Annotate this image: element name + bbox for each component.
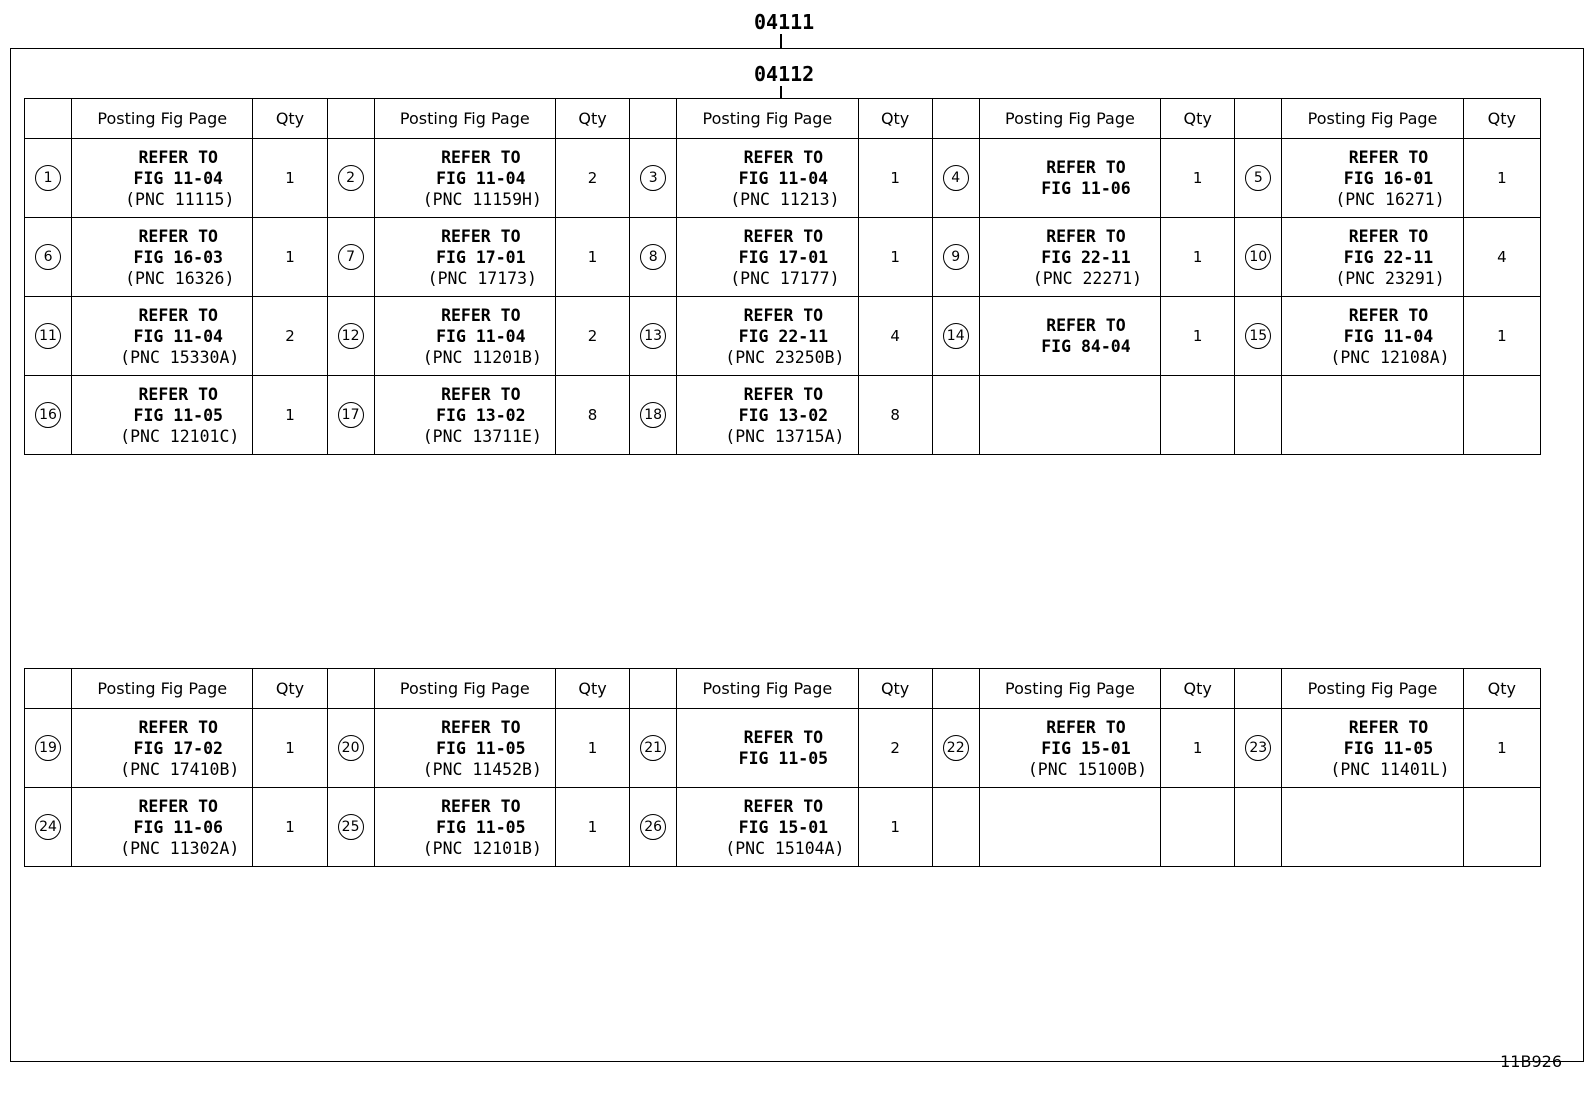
qty-cell: 1 <box>555 788 629 867</box>
refer-to-text: REFER TO <box>441 226 521 246</box>
item-callout-circle: 24 <box>35 814 61 840</box>
fig-ref-text: FIG 15-01 <box>738 817 829 837</box>
table-row <box>25 139 1541 218</box>
header-posting: Posting Fig Page <box>677 669 858 709</box>
item-number-cell <box>1235 709 1282 788</box>
refer-to-text: REFER TO <box>743 384 824 404</box>
pnc-text: (PNC 12101B) <box>422 838 542 858</box>
item-callout-circle: 18 <box>640 402 666 428</box>
header-qty: Qty <box>253 99 327 139</box>
header-num-cell <box>327 669 374 709</box>
refer-to-text: REFER TO <box>1046 158 1126 177</box>
header-num-cell <box>630 669 677 709</box>
header-num-cell <box>630 99 677 139</box>
refer-to-text: REFER TO <box>743 728 824 747</box>
header-num-cell <box>932 99 979 139</box>
qty-cell: 4 <box>858 297 932 376</box>
posting-cell <box>72 788 253 867</box>
qty-cell <box>1161 788 1235 867</box>
header-qty: Qty <box>1161 99 1235 139</box>
qty-cell: 1 <box>858 139 932 218</box>
item-number-cell <box>932 788 979 867</box>
refer-to-text: REFER TO <box>743 796 824 816</box>
pnc-text: (PNC 22271) <box>1032 268 1143 288</box>
posting-cell <box>72 709 253 788</box>
qty-cell: 2 <box>858 709 932 788</box>
qty-cell: 2 <box>555 139 629 218</box>
item-callout-circle: 6 <box>35 244 61 270</box>
item-callout-circle: 8 <box>640 244 666 270</box>
leader-line-04111 <box>780 34 782 48</box>
table-row <box>25 376 1541 455</box>
posting-cell <box>677 297 858 376</box>
pnc-text: (PNC 16326) <box>125 268 235 288</box>
item-number-cell <box>932 297 979 376</box>
fig-ref-text: FIG 16-01 <box>1343 168 1434 188</box>
header-posting: Posting Fig Page <box>1282 669 1463 709</box>
item-callout-circle: 20 <box>338 735 364 761</box>
posting-cell <box>677 788 858 867</box>
refer-to-text: REFER TO <box>138 796 218 816</box>
item-number-cell <box>1235 788 1282 867</box>
posting-cell <box>374 139 555 218</box>
qty-cell: 1 <box>858 218 932 297</box>
qty-cell: 1 <box>253 709 327 788</box>
qty-cell: 1 <box>1463 139 1540 218</box>
posting-cell <box>1282 788 1463 867</box>
header-posting: Posting Fig Page <box>979 99 1160 139</box>
item-number-cell <box>630 218 677 297</box>
posting-cell <box>374 297 555 376</box>
refer-to-text: REFER TO <box>138 717 218 737</box>
pnc-text: (PNC 11452B) <box>422 759 542 779</box>
item-callout-circle: 21 <box>640 735 666 761</box>
refer-to-text: REFER TO <box>441 305 521 325</box>
item-number-cell <box>25 297 72 376</box>
posting-cell <box>374 218 555 297</box>
label-04112: 04112 <box>754 62 815 86</box>
header-num-cell <box>1235 99 1282 139</box>
item-number-cell <box>327 788 374 867</box>
pnc-text: (PNC 15330A) <box>120 347 240 367</box>
item-number-cell <box>327 376 374 455</box>
fig-ref-text: FIG 84-04 <box>1041 337 1131 356</box>
item-number-cell <box>630 788 677 867</box>
header-posting: Posting Fig Page <box>979 669 1160 709</box>
header-num-cell <box>25 669 72 709</box>
refer-to-text: REFER TO <box>743 147 824 167</box>
posting-cell <box>979 139 1160 218</box>
refer-to-text: REFER TO <box>441 796 521 816</box>
posting-cell <box>677 709 858 788</box>
refer-to-text: REFER TO <box>743 226 824 246</box>
qty-cell: 1 <box>1463 297 1540 376</box>
fig-ref-text: FIG 11-04 <box>738 168 829 188</box>
item-callout-circle: 17 <box>338 402 364 428</box>
posting-cell <box>72 218 253 297</box>
refer-to-text: REFER TO <box>1348 147 1429 167</box>
refer-to-text: REFER TO <box>1046 226 1126 246</box>
header-qty: Qty <box>1463 99 1540 139</box>
fig-ref-text: FIG 17-01 <box>738 247 829 267</box>
fig-ref-text: FIG 22-11 <box>1343 247 1434 267</box>
pnc-text: (PNC 11159H) <box>422 189 542 209</box>
item-callout-circle: 11 <box>35 323 61 349</box>
qty-cell: 1 <box>1161 218 1235 297</box>
item-number-cell <box>1235 139 1282 218</box>
item-callout-circle: 23 <box>1245 735 1271 761</box>
fig-ref-text: FIG 11-05 <box>1343 738 1434 758</box>
qty-cell: 1 <box>253 376 327 455</box>
qty-cell <box>1463 788 1540 867</box>
posting-cell <box>374 376 555 455</box>
pnc-text: (PNC 11401L) <box>1330 759 1450 779</box>
qty-cell: 1 <box>1161 297 1235 376</box>
fig-ref-text: FIG 11-04 <box>1343 326 1434 346</box>
item-number-cell <box>327 218 374 297</box>
refer-to-text: REFER TO <box>441 147 521 167</box>
parts-table-lower <box>24 668 1541 867</box>
refer-to-text: REFER TO <box>441 384 521 404</box>
refer-to-text: REFER TO <box>1046 717 1126 737</box>
posting-cell <box>72 297 253 376</box>
posting-cell <box>677 376 858 455</box>
item-callout-circle: 14 <box>943 323 969 349</box>
item-callout-circle: 26 <box>640 814 666 840</box>
item-callout-circle: 7 <box>338 244 364 270</box>
posting-cell <box>1282 297 1463 376</box>
item-callout-circle: 15 <box>1245 323 1271 349</box>
item-callout-circle: 5 <box>1245 165 1271 191</box>
item-number-cell <box>25 218 72 297</box>
item-number-cell <box>1235 376 1282 455</box>
posting-cell <box>374 709 555 788</box>
header-num-cell <box>327 99 374 139</box>
fig-ref-text: FIG 11-04 <box>436 326 526 346</box>
qty-cell: 1 <box>253 788 327 867</box>
qty-cell: 1 <box>555 218 629 297</box>
refer-to-text: REFER TO <box>138 226 218 246</box>
item-number-cell <box>630 139 677 218</box>
posting-cell <box>979 376 1160 455</box>
item-number-cell <box>1235 218 1282 297</box>
pnc-text: (PNC 23291) <box>1335 268 1445 288</box>
fig-ref-text: FIG 11-04 <box>436 168 526 188</box>
item-callout-circle: 10 <box>1245 244 1271 270</box>
header-qty: Qty <box>858 669 932 709</box>
header-num-cell <box>1235 669 1282 709</box>
table-row <box>25 788 1541 867</box>
qty-cell <box>1463 376 1540 455</box>
fig-ref-text: FIG 22-11 <box>1041 247 1131 267</box>
header-qty: Qty <box>555 669 629 709</box>
fig-ref-text: FIG 11-05 <box>133 405 223 425</box>
posting-cell <box>1282 139 1463 218</box>
item-number-cell <box>327 709 374 788</box>
item-callout-circle: 9 <box>943 244 969 270</box>
item-callout-circle: 16 <box>35 402 61 428</box>
pnc-text: (PNC 13711E) <box>422 426 542 446</box>
posting-cell <box>1282 709 1463 788</box>
qty-cell: 1 <box>555 709 629 788</box>
item-callout-circle: 13 <box>640 323 666 349</box>
posting-cell <box>979 709 1160 788</box>
pnc-text: (PNC 17177) <box>730 268 840 288</box>
item-callout-circle: 22 <box>943 735 969 761</box>
qty-cell: 1 <box>253 139 327 218</box>
posting-cell <box>677 139 858 218</box>
header-posting: Posting Fig Page <box>374 99 555 139</box>
item-callout-circle: 3 <box>640 165 666 191</box>
header-posting: Posting Fig Page <box>677 99 858 139</box>
posting-cell <box>72 376 253 455</box>
posting-cell <box>979 218 1160 297</box>
label-04111: 04111 <box>754 10 815 34</box>
qty-cell: 8 <box>858 376 932 455</box>
refer-to-text: REFER TO <box>138 305 218 325</box>
header-posting: Posting Fig Page <box>72 99 253 139</box>
fig-ref-text: FIG 11-06 <box>133 817 223 837</box>
pnc-text: (PNC 11302A) <box>120 838 240 858</box>
qty-cell: 2 <box>253 297 327 376</box>
pnc-text: (PNC 15100B) <box>1027 759 1148 779</box>
item-number-cell <box>630 376 677 455</box>
pnc-text: (PNC 13715A) <box>725 426 845 446</box>
header-posting: Posting Fig Page <box>1282 99 1463 139</box>
header-posting: Posting Fig Page <box>72 669 253 709</box>
qty-cell <box>1161 376 1235 455</box>
qty-cell: 1 <box>253 218 327 297</box>
item-number-cell <box>327 297 374 376</box>
refer-to-text: REFER TO <box>138 147 218 167</box>
item-number-cell <box>630 709 677 788</box>
item-number-cell <box>932 709 979 788</box>
posting-cell <box>677 218 858 297</box>
pnc-text: (PNC 11201B) <box>422 347 542 367</box>
qty-cell: 4 <box>1463 218 1540 297</box>
fig-ref-text: FIG 11-04 <box>133 326 223 346</box>
item-callout-circle: 4 <box>943 165 969 191</box>
qty-cell: 1 <box>1161 709 1235 788</box>
item-number-cell <box>932 218 979 297</box>
item-number-cell <box>25 709 72 788</box>
posting-cell <box>979 788 1160 867</box>
table-row <box>25 297 1541 376</box>
fig-ref-text: FIG 17-02 <box>133 738 223 758</box>
fig-ref-text: FIG 17-01 <box>436 247 526 267</box>
illustration-code: 11B926 <box>1500 1052 1562 1071</box>
qty-cell: 1 <box>858 788 932 867</box>
pnc-text: (PNC 12108A) <box>1330 347 1450 367</box>
fig-ref-text: FIG 22-11 <box>738 326 829 346</box>
item-number-cell <box>25 139 72 218</box>
posting-cell <box>72 139 253 218</box>
pnc-text: (PNC 15104A) <box>725 838 845 858</box>
header-qty: Qty <box>1463 669 1540 709</box>
table-header-row <box>25 99 1541 139</box>
fig-ref-text: FIG 11-05 <box>436 817 526 837</box>
qty-cell: 1 <box>1463 709 1540 788</box>
item-number-cell <box>630 297 677 376</box>
pnc-text: (PNC 12101C) <box>120 426 240 446</box>
pnc-text: (PNC 11115) <box>125 189 235 209</box>
item-number-cell <box>327 139 374 218</box>
table-row <box>25 218 1541 297</box>
pnc-text: (PNC 17410B) <box>120 759 240 779</box>
fig-ref-text: FIG 15-01 <box>1041 738 1131 758</box>
table-row <box>25 709 1541 788</box>
refer-to-text: REFER TO <box>1348 717 1429 737</box>
fig-ref-text: FIG 13-02 <box>738 405 829 425</box>
item-number-cell <box>932 139 979 218</box>
header-qty: Qty <box>858 99 932 139</box>
fig-ref-text: FIG 11-05 <box>738 749 829 768</box>
posting-cell <box>979 297 1160 376</box>
fig-ref-text: FIG 13-02 <box>436 405 526 425</box>
item-callout-circle: 1 <box>35 165 61 191</box>
parts-table-upper <box>24 98 1541 455</box>
item-callout-circle: 19 <box>35 735 61 761</box>
refer-to-text: REFER TO <box>1348 226 1429 246</box>
item-callout-circle: 12 <box>338 323 364 349</box>
fig-ref-text: FIG 11-06 <box>1041 179 1131 198</box>
posting-cell <box>374 788 555 867</box>
header-qty: Qty <box>1161 669 1235 709</box>
item-number-cell <box>932 376 979 455</box>
fig-ref-text: FIG 16-03 <box>133 247 223 267</box>
header-num-cell <box>25 99 72 139</box>
qty-cell: 2 <box>555 297 629 376</box>
item-callout-circle: 2 <box>338 165 364 191</box>
header-num-cell <box>932 669 979 709</box>
item-number-cell <box>25 376 72 455</box>
refer-to-text: REFER TO <box>743 305 824 325</box>
posting-cell <box>1282 376 1463 455</box>
pnc-text: (PNC 17173) <box>427 268 537 288</box>
item-number-cell <box>1235 297 1282 376</box>
fig-ref-text: FIG 11-04 <box>133 168 223 188</box>
item-number-cell <box>25 788 72 867</box>
pnc-text: (PNC 23250B) <box>725 347 845 367</box>
header-posting: Posting Fig Page <box>374 669 555 709</box>
refer-to-text: REFER TO <box>138 384 218 404</box>
leader-line-04112 <box>780 86 782 98</box>
fig-ref-text: FIG 11-05 <box>436 738 526 758</box>
posting-cell <box>1282 218 1463 297</box>
pnc-text: (PNC 16271) <box>1335 189 1445 209</box>
table-header-row <box>25 669 1541 709</box>
header-qty: Qty <box>253 669 327 709</box>
pnc-text: (PNC 11213) <box>730 189 840 209</box>
qty-cell: 1 <box>1161 139 1235 218</box>
header-qty: Qty <box>555 99 629 139</box>
qty-cell: 8 <box>555 376 629 455</box>
refer-to-text: REFER TO <box>1046 316 1126 335</box>
refer-to-text: REFER TO <box>1348 305 1429 325</box>
item-callout-circle: 25 <box>338 814 364 840</box>
refer-to-text: REFER TO <box>441 717 521 737</box>
